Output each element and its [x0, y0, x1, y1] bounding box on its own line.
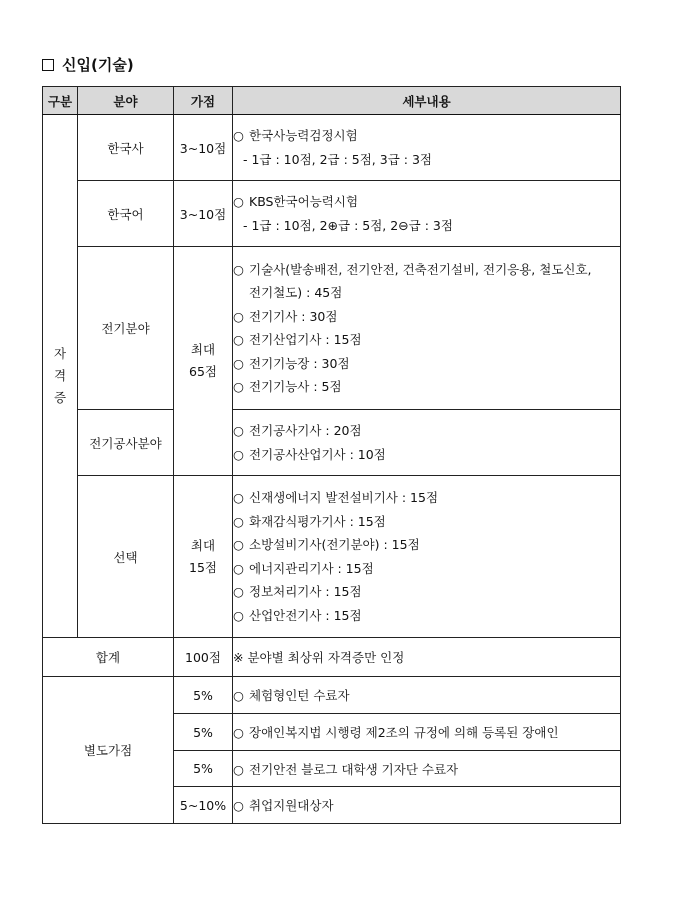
detail-line: ○ 산업안전기사 : 15점: [233, 607, 362, 623]
table-row: [43, 410, 621, 476]
detail-line: ○ KBS한국어능력시험: [233, 194, 359, 209]
table-row: [43, 247, 621, 410]
details-cell: [233, 410, 621, 476]
detail-line: ○ 기술사(발송배전, 전기안전, 건축전기설비, 전기응용, 철도신호,: [233, 261, 592, 277]
header-category: 구분: [43, 87, 78, 115]
field-cell: 한국사: [78, 115, 174, 181]
detail-line: ○ 화재감식평가기사 : 15점: [233, 513, 386, 529]
points-cell: 최대 65점: [174, 247, 233, 476]
bonus-points: 5%: [174, 677, 233, 714]
bonus-points: 5%: [174, 751, 233, 787]
field-cell: 한국어: [78, 181, 174, 247]
points-cell: 3~10점: [174, 115, 233, 181]
qualification-group-label: 자 격 증: [43, 115, 78, 638]
detail-line: ○ 신재생에너지 발전설비기사 : 15점: [233, 490, 439, 505]
table-row: [43, 476, 621, 638]
detail-line: ○ 전기기능장 : 30점: [233, 355, 350, 371]
detail-line: ○ 전기공사산업기사 : 10점: [233, 446, 386, 462]
detail-line: ○ 전기공사기사 : 20점: [233, 423, 362, 438]
header-points: 가점: [174, 87, 233, 115]
table-row: [43, 115, 621, 181]
details-cell: [233, 247, 621, 410]
checkbox-square-icon: [42, 59, 54, 71]
detail-line: ○ 소방설비기사(전기분야) : 15점: [233, 537, 420, 552]
detail-line: ○ 정보처리기사 : 15점: [233, 584, 362, 599]
detail-line: ○ 한국사능력검정시험: [233, 128, 358, 143]
field-cell: 선택: [78, 476, 174, 638]
total-note: ※ 분야별 최상위 자격증만 인정: [233, 638, 621, 677]
detail-line: ○ 전기산업기사 : 15점: [233, 332, 362, 347]
scoring-table: [42, 86, 621, 824]
details-cell: [233, 181, 621, 247]
bonus-detail: ○ 체험형인턴 수료자: [233, 677, 621, 714]
bonus-detail: ○ 취업지원대상자: [233, 787, 621, 824]
bonus-points: 5~10%: [174, 787, 233, 824]
detail-line: - 1급 : 10점, 2급 : 5점, 3급 : 3점: [243, 151, 432, 167]
field-cell: 전기공사분야: [78, 410, 174, 476]
detail-line: 전기철도) : 45점: [249, 285, 343, 300]
bonus-detail: ○ 장애인복지법 시행령 제2조의 규정에 의해 등록된 장애인: [233, 714, 621, 751]
header-details: 세부내용: [233, 87, 621, 115]
details-cell: [233, 115, 621, 181]
section-title: 신입(기술): [62, 56, 134, 74]
total-row: [43, 638, 621, 677]
bonus-points: 5%: [174, 714, 233, 751]
total-label: 합계: [43, 638, 174, 677]
detail-line: ○ 전기기사 : 30점: [233, 308, 338, 324]
header-row: [43, 87, 621, 115]
points-cell: 최대 15점: [174, 476, 233, 638]
bonus-label: 별도가점: [43, 677, 174, 824]
total-points: 100점: [174, 638, 233, 677]
header-field: 분야: [78, 87, 174, 115]
table-row: [43, 181, 621, 247]
bonus-row: [43, 677, 621, 714]
detail-line: ○ 전기기능사 : 5점: [233, 379, 342, 394]
points-cell: 3~10점: [174, 181, 233, 247]
detail-line: ○ 에너지관리기사 : 15점: [233, 560, 374, 576]
section-heading: [42, 54, 134, 75]
details-cell: [233, 476, 621, 638]
detail-line: - 1급 : 10점, 2⊕급 : 5점, 2⊖급 : 3점: [243, 217, 453, 233]
field-cell: 전기분야: [78, 247, 174, 410]
bonus-detail: ○ 전기안전 블로그 대학생 기자단 수료자: [233, 751, 621, 787]
